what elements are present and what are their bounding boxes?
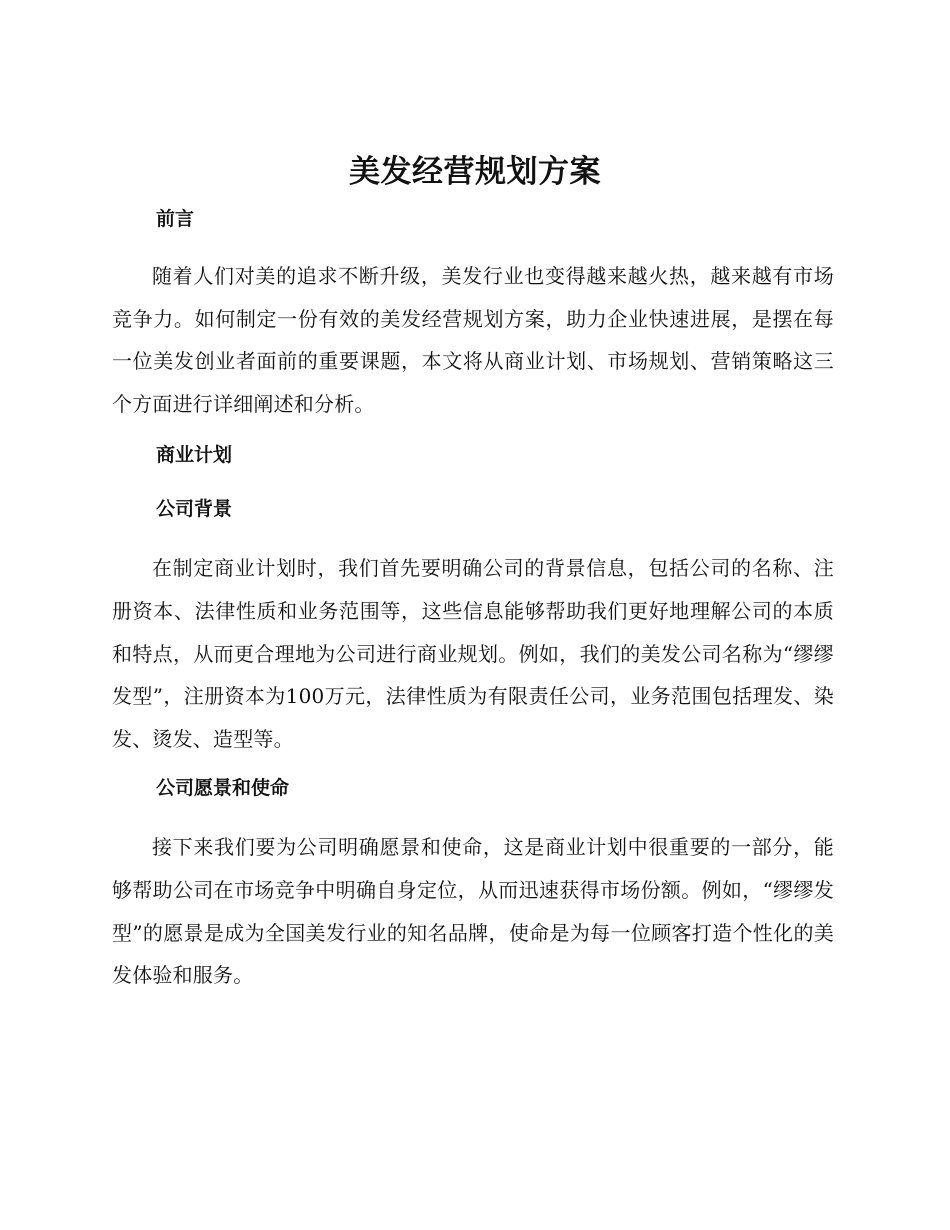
document-body (112, 203, 834, 1009)
section-heading-business-plan: 商业计划 (156, 444, 233, 467)
section-heading-company-background: 公司背景 (156, 498, 233, 521)
paragraph-company-background: 在制定商业计划时，我们首先要明确公司的背景信息，包括公司的名称、注册资本、法律性质和业务范围等，这些信息能够帮助我们更好地理解公司的本质和特点，从而更合理地为公司进行商业规划。例如，我们的美发公司名称为“缪缪发型”，注册资本为100万元，法律性质为有限责任公司，业务范围包括理发、染发、烫发、造型等。 (112, 556, 834, 751)
paragraph-vision-mission: 接下来我们要为公司明确愿景和使命，这是商业计划中很重要的一部分，能够帮助公司在市场竞争中明确自身定位，从而迅速获得市场份额。例如，“缪缪发型”的愿景是成为全国美发行业的知名品牌，使命是为每一位顾客打造个性化的美发体验和服务。 (112, 835, 834, 988)
document-title: 美发经营规划方案 (349, 154, 601, 190)
section-heading-intro: 前言 (156, 208, 195, 230)
paragraph-intro: 随着人们对美的追求不断升级，美发行业也变得越来越火热，越来越有市场竞争力。如何制定一份有效的美发经营规划方案，助力企业快速进展，是摆在每一位美发创业者面前的重要课题，本文将从商业计划、市场规划、营销策略这三个方面进行详细阐述和分析。 (112, 264, 834, 416)
section-heading-vision-mission: 公司愿景和使命 (156, 777, 290, 800)
